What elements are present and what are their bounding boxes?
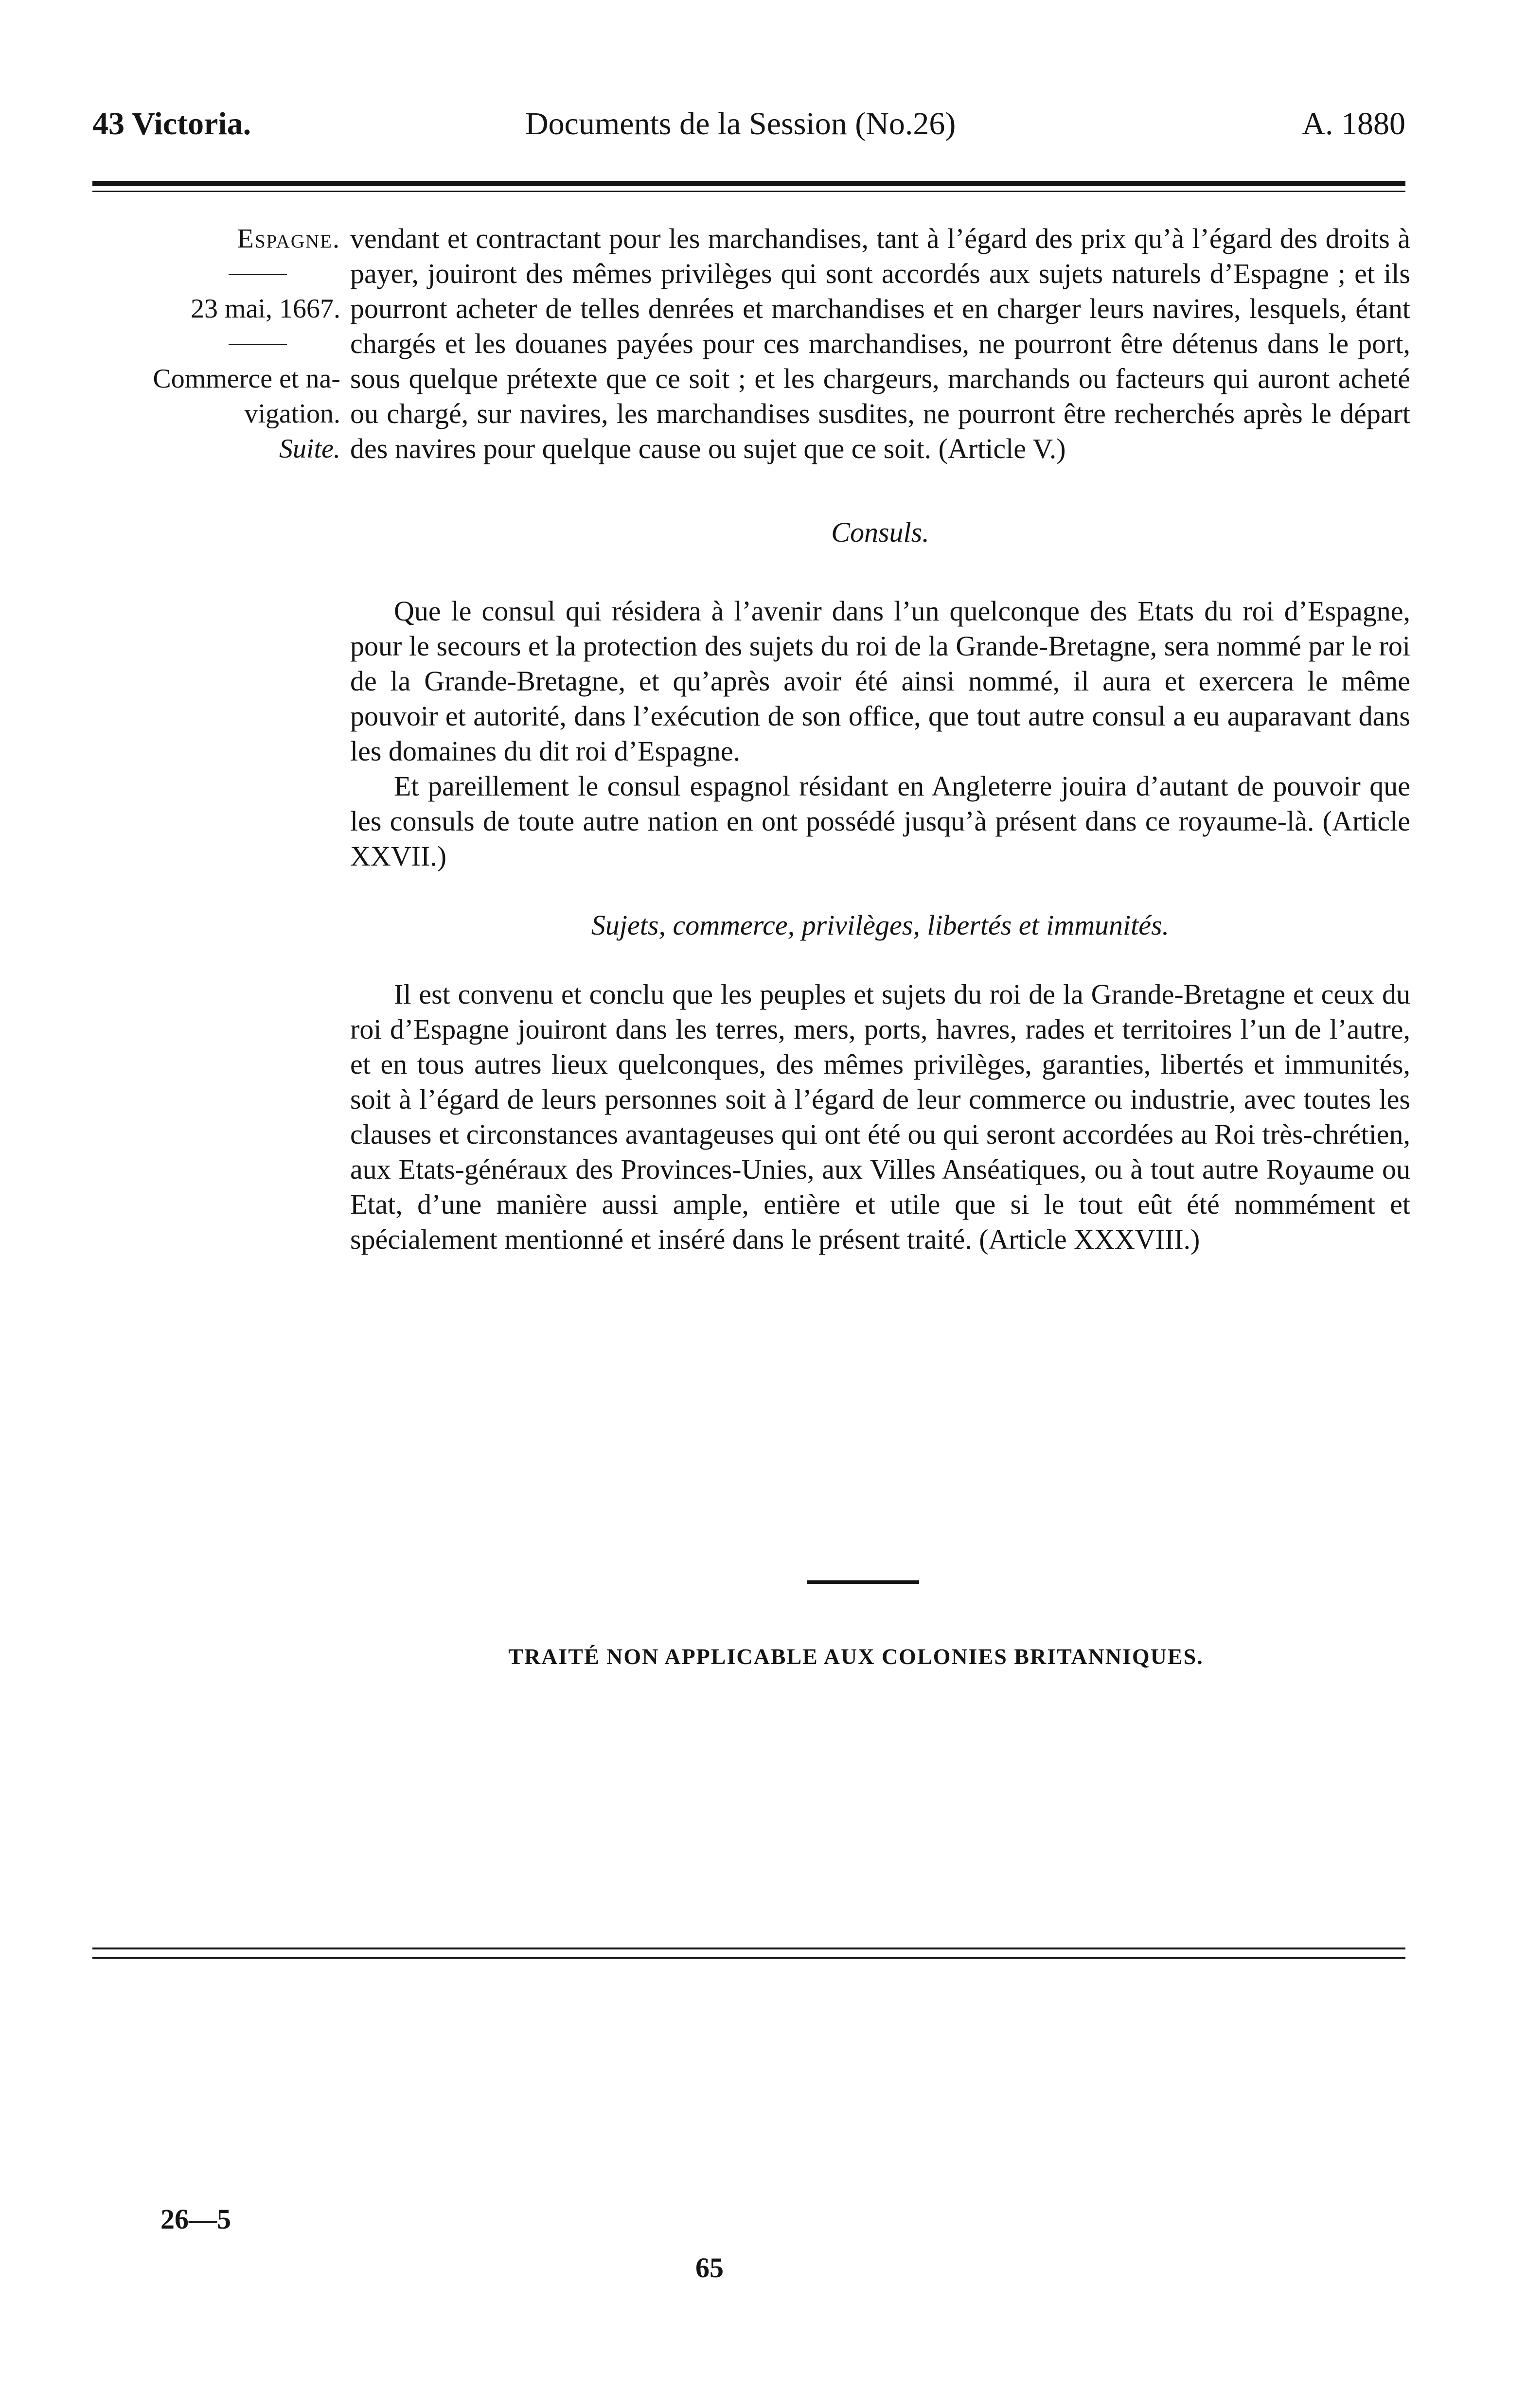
page-number: 65: [695, 2252, 724, 2284]
margin-subject-line2: vigation.: [244, 399, 340, 429]
header-title: Documents de la Session (No.26): [525, 106, 956, 142]
margin-continued: Suite.: [279, 434, 340, 464]
margin-subject-line1: Commerce et na-: [153, 364, 340, 394]
paragraph-article-xxxviii: Il est convenu et conclu que les peuples et sujets du roi de la Grande-Bretagne et ceux du roi d’Espagne jouiront dans les terres, mers, ports, havres, rades et territoires l’un de l’autre, et en tous autres lieux quelconques, des mêmes privilèges, garanties, libertés et immunités, soit à l’égard de leurs personnes soit à l’égard de leur commerce ou industrie, avec toutes les clauses et circonstances avantageuses qui ont été ou qui seront accordées au Roi très-chrétien, aux Etats-généraux des Provinces-Unies, aux Villes Anséatiques, ou à tout autre Royaume ou Etat, d’une manière aussi ample, entière et utile que si le tout eût été nommément et spécialement mentionné et inséré dans le présent traité. (Article XXXVIII.): [350, 978, 1410, 1255]
margin-country: Espagne.: [237, 224, 340, 254]
running-header: [92, 102, 1405, 146]
section-divider: [807, 1580, 919, 1584]
paragraph-consuls: Que le consul qui résidera à l’avenir dans l’un quelconque des Etats du roi d’Espagne, pour le secours et la protection des sujets du roi de la Grande-Bretagne, sera nommé par le roi de la Grande-Bretagne, et qu’après avoir été ainsi nommé, il aura et exercera le même pouvoir et autorité, dans l’exécution de son office, que tout autre consul a eu auparavant dans les domaines du dit roi d’Espagne.: [350, 595, 1410, 767]
paragraph-article-xxvii: Et pareillement le consul espagnol résidant en Angleterre jouira d’autant de pouvoir que les consuls de toute autre nation en ont possédé jusqu’à présent dans ce royaume-là. (Article XXVII.): [350, 770, 1410, 872]
footer-rule-2: [92, 1957, 1405, 1959]
header-rule-thick: [92, 181, 1405, 186]
heading-consuls: Consuls.: [831, 516, 929, 548]
footer-rule-1: [92, 1948, 1405, 1949]
main-text: [350, 221, 1410, 1257]
margin-dash: [88, 326, 340, 361]
paragraph-article-v: vendant et contractant pour les marchandises, tant à l’égard des prix qu’à l’égard des droits à payer, jouiront des mêmes privilèges qui sont accordés aux sujets naturels d’Espagne ; et ils pourront acheter de telles denrées et marchandises et en charger leurs navires, lesquels, étant chargés et les douanes payées pour ces marchandises, ne pourront être détenus dans le port, sous quelque prétexte que ce soit ; et les chargeurs, marchands ou facteurs qui auront acheté ou chargé, sur navires, les marchandises susdites, ne pourront être recherchés après le départ des navires pour quelque cause ou sujet que ce soit. (Article V.): [350, 223, 1410, 464]
header-year: A. 1880: [1302, 106, 1405, 142]
heading-subjects: Sujets, commerce, privilèges, libertés et immunités.: [591, 909, 1170, 941]
closing-statement: TRAITÉ NON APPLICABLE AUX COLONIES BRITANNIQUES.: [508, 1644, 1204, 1669]
header-volume: 43 Victoria.: [92, 106, 251, 142]
header-rule-thin: [92, 191, 1405, 192]
printer-signature: 26—5: [160, 2203, 231, 2235]
margin-date: 23 mai, 1667.: [191, 294, 340, 324]
margin-notes: [88, 221, 340, 466]
margin-dash: [88, 256, 340, 291]
